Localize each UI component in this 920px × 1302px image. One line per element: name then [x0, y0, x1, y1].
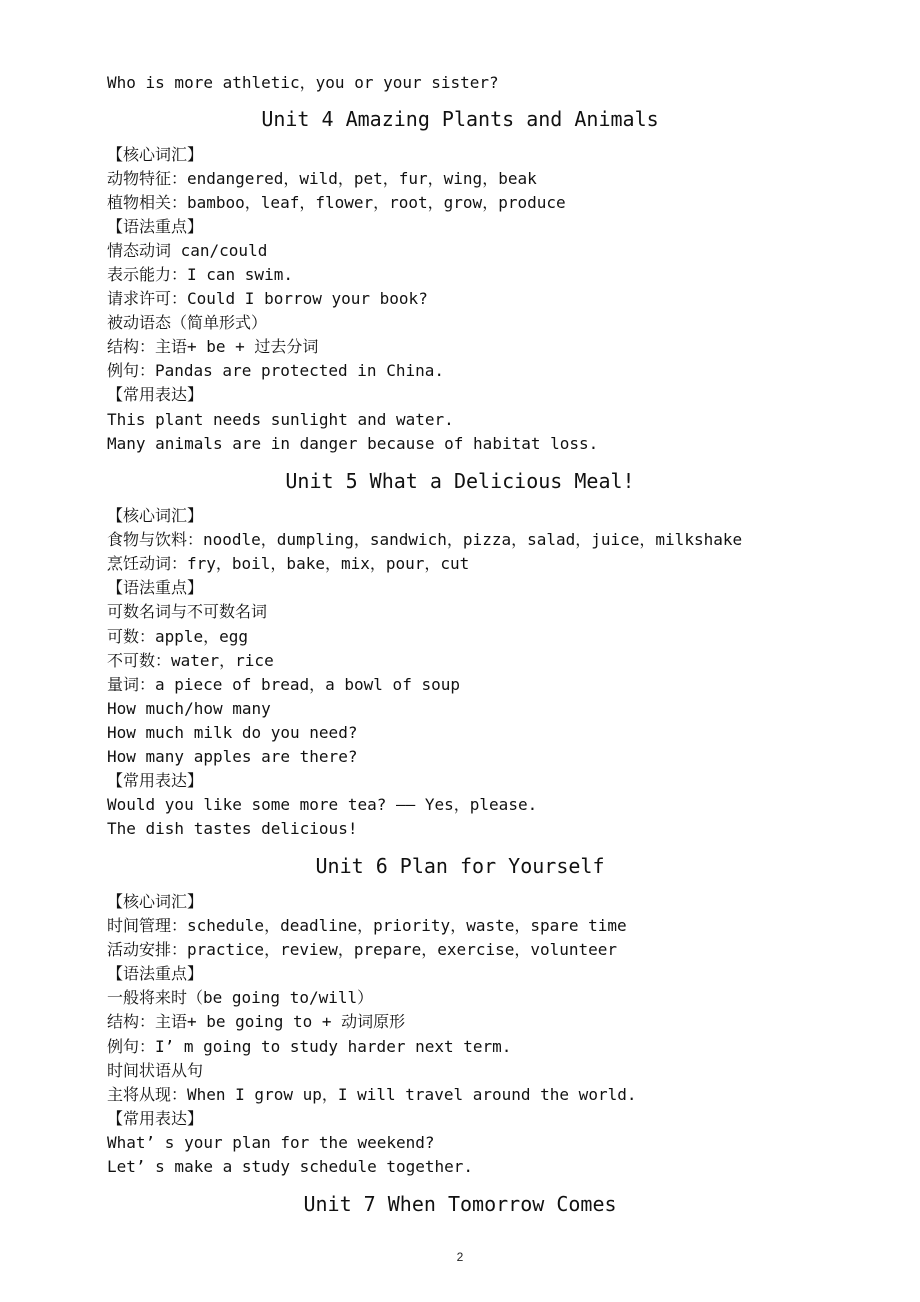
unit5-vocab-line: 食物与饮料：noodle，dumpling，sandwich，pizza，salad，juice，milkshake: [107, 530, 743, 549]
unit4-grammar-line: 情态动词 can/could: [107, 241, 268, 260]
unit6-expression-header: 【常用表达】: [107, 1109, 204, 1128]
unit4-vocab-line: 动物特征：endangered，wild，pet，fur，wing，beak: [107, 169, 537, 188]
unit5-grammar-line: How much milk do you need?: [107, 723, 358, 742]
unit6-vocab-line: 时间管理：schedule，deadline，priority，waste，spare time: [107, 916, 627, 935]
unit5-expression-line: Would you like some more tea? —— Yes，please.: [107, 795, 538, 814]
unit4-grammar-line: 请求许可：Could I borrow your book?: [107, 289, 428, 308]
unit5-expression-header: 【常用表达】: [107, 771, 204, 790]
unit5-grammar-line: How much/how many: [107, 699, 271, 718]
unit5-grammar-line: 可数名词与不可数名词: [107, 602, 268, 621]
unit6-grammar-header: 【语法重点】: [107, 964, 204, 983]
unit6-grammar-line: 主将从现：When I grow up，I will travel around the world.: [107, 1085, 637, 1104]
unit6-grammar-line: 例句：I’ m going to study harder next term.: [107, 1037, 512, 1056]
unit4-title: Unit 4 Amazing Plants and Animals: [261, 107, 659, 131]
unit4-grammar-line: 表示能力：I can swim.: [107, 265, 293, 284]
unit4-grammar-header: 【语法重点】: [107, 217, 204, 236]
unit5-grammar-header: 【语法重点】: [107, 578, 204, 597]
unit6-vocab-header: 【核心词汇】: [107, 892, 204, 911]
unit4-expression-line: Many animals are in danger because of habitat loss.: [107, 434, 599, 453]
unit5-title: Unit 5 What a Delicious Meal!: [285, 469, 635, 493]
unit5-vocab-header: 【核心词汇】: [107, 506, 204, 525]
unit4-vocab-header: 【核心词汇】: [107, 145, 204, 164]
unit4-grammar-line: 结构：主语+ be + 过去分词: [107, 337, 319, 356]
unit4-vocab-line: 植物相关：bamboo，leaf，flower，root，grow，produce: [107, 193, 566, 212]
unit4-expression-line: This plant needs sunlight and water.: [107, 410, 454, 429]
unit7-title: Unit 7 When Tomorrow Comes: [303, 1192, 617, 1216]
unit6-grammar-line: 结构：主语+ be going to + 动词原形: [107, 1012, 406, 1031]
unit5-expression-line: The dish tastes delicious!: [107, 819, 358, 838]
unit5-vocab-line: 烹饪动词：fry，boil，bake，mix，pour，cut: [107, 554, 470, 573]
unit5-grammar-line: 量词：a piece of bread，a bowl of soup: [107, 675, 460, 694]
unit4-expression-header: 【常用表达】: [107, 385, 204, 404]
unit4-grammar-line: 被动语态（简单形式）: [107, 313, 268, 332]
unit6-title: Unit 6 Plan for Yourself: [315, 854, 605, 878]
page-number: 2: [456, 1250, 464, 1264]
unit5-grammar-line: How many apples are there?: [107, 747, 358, 766]
unit6-expression-line: What’ s your plan for the weekend?: [107, 1133, 435, 1152]
unit5-grammar-line: 不可数：water，rice: [107, 651, 274, 670]
unit6-expression-line: Let’ s make a study schedule together.: [107, 1157, 474, 1176]
unit6-vocab-line: 活动安排：practice，review，prepare，exercise，volunteer: [107, 940, 618, 959]
intro-question: Who is more athletic，you or your sister?: [107, 73, 499, 92]
unit6-grammar-line: 一般将来时（be going to/will）: [107, 988, 374, 1007]
unit4-grammar-line: 例句：Pandas are protected in China.: [107, 361, 444, 380]
unit6-grammar-line: 时间状语从句: [107, 1061, 204, 1080]
unit5-grammar-line: 可数：apple，egg: [107, 627, 249, 646]
